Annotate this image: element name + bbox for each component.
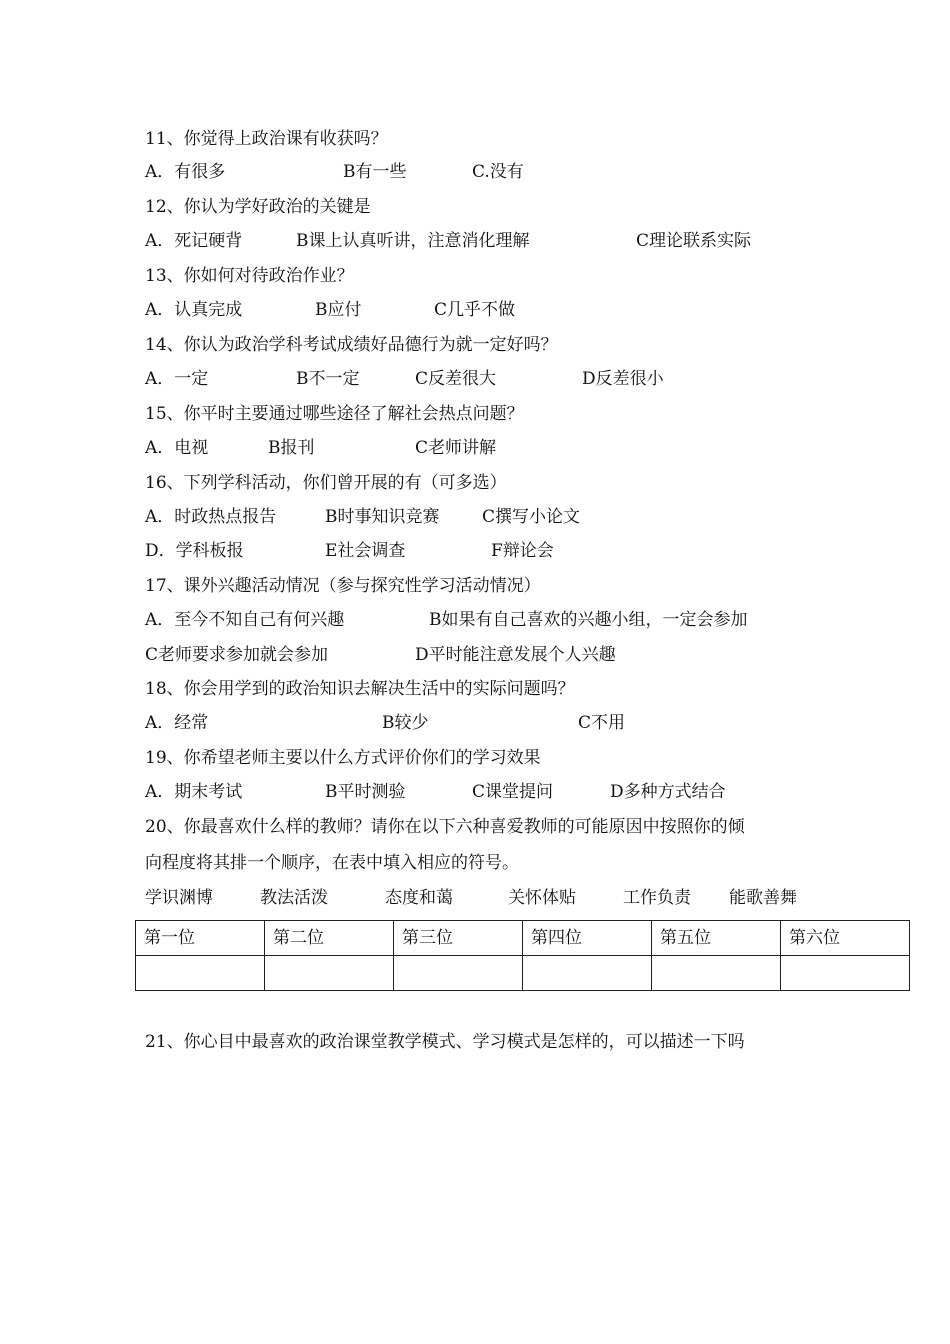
- q14-option-c: C反差很大: [415, 369, 497, 389]
- question-20-line2: 向程度将其排一个顺序，在表中填入相应的符号。: [145, 853, 519, 873]
- q16-option-a: A．时政热点报告: [145, 507, 277, 527]
- q18-option-c: C不用: [578, 713, 626, 733]
- q15-option-a: A．电视: [145, 438, 209, 458]
- q14-option-d: D反差很小: [582, 369, 664, 389]
- q20-reason-2: 教法活泼: [260, 888, 328, 908]
- q11-option-b: B有一些: [343, 162, 407, 182]
- question-11: 11、你觉得上政治课有收获吗？: [145, 129, 388, 149]
- question-20-line1: 20、你最喜欢什么样的教师？请你在以下六种喜爱教师的可能原因中按照你的倾: [145, 817, 745, 837]
- question-16: 16、下列学科活动，你们曾开展的有（可多选）: [145, 473, 507, 493]
- q15-option-b: B报刊: [268, 438, 315, 458]
- q16-option-e: E社会调查: [325, 541, 406, 561]
- rank-1-answer-cell[interactable]: [136, 956, 265, 991]
- q14-option-a: A．一定: [145, 369, 209, 389]
- question-13: 13、你如何对待政治作业？: [145, 266, 354, 286]
- q20-reason-4: 关怀体贴: [508, 888, 576, 908]
- q17-option-b: B如果有自己喜欢的兴趣小组，一定会参加: [429, 610, 748, 630]
- q12-option-b: B课上认真听讲，注意消化理解: [296, 231, 530, 251]
- rank-5-answer-cell[interactable]: [652, 956, 781, 991]
- rank-4-header: 第四位: [523, 921, 652, 956]
- rank-6-header: 第六位: [781, 921, 910, 956]
- q15-option-c: C老师讲解: [415, 438, 497, 458]
- q19-option-c: C课堂提问: [472, 782, 554, 802]
- q20-reason-5: 工作负责: [623, 888, 691, 908]
- q16-option-b: B时事知识竞赛: [325, 507, 440, 527]
- rank-5-header: 第五位: [652, 921, 781, 956]
- q19-option-a: A．期末考试: [145, 782, 243, 802]
- question-14: 14、你认为政治学科考试成绩好品德行为就一定好吗？: [145, 335, 558, 355]
- q17-option-d: D平时能注意发展个人兴趣: [415, 645, 616, 665]
- question-21: 21、你心目中最喜欢的政治课堂教学模式、学习模式是怎样的，可以描述一下吗: [145, 1032, 745, 1052]
- rank-2-answer-cell[interactable]: [265, 956, 394, 991]
- q12-option-a: A．死记硬背: [145, 231, 243, 251]
- q11-option-a: A．有很多: [145, 162, 226, 182]
- q16-option-d: D．学科板报: [145, 541, 244, 561]
- q13-option-a: A．认真完成: [145, 300, 243, 320]
- rank-3-header: 第三位: [394, 921, 523, 956]
- q16-option-c: C撰写小论文: [482, 507, 581, 527]
- table-answer-row: [136, 956, 910, 991]
- table-header-row: [136, 921, 910, 956]
- q19-option-d: D多种方式结合: [610, 782, 726, 802]
- q14-option-b: B不一定: [296, 369, 360, 389]
- q20-reason-6: 能歌善舞: [729, 888, 797, 908]
- question-12: 12、你认为学好政治的关键是: [145, 197, 371, 217]
- question-19: 19、你希望老师主要以什么方式评价你们的学习效果: [145, 748, 541, 768]
- q16-option-f: F辩论会: [491, 541, 554, 561]
- rank-1-header: 第一位: [136, 921, 265, 956]
- rank-6-answer-cell[interactable]: [781, 956, 910, 991]
- question-17: 17、课外兴趣活动情况（参与探究性学习活动情况）: [145, 576, 541, 596]
- question-15: 15、你平时主要通过哪些途径了解社会热点问题？: [145, 404, 524, 424]
- rank-3-answer-cell[interactable]: [394, 956, 523, 991]
- rank-4-answer-cell[interactable]: [523, 956, 652, 991]
- q18-option-a: A．经常: [145, 713, 209, 733]
- ranking-table: [135, 920, 910, 991]
- q12-option-c: C理论联系实际: [636, 231, 752, 251]
- q20-reason-1: 学识渊博: [145, 888, 213, 908]
- q17-option-c: C老师要求参加就会参加: [145, 645, 329, 665]
- q17-option-a: A．至今不知自己有何兴趣: [145, 610, 345, 630]
- q19-option-b: B平时测验: [325, 782, 406, 802]
- q11-option-c: C.没有: [472, 162, 524, 182]
- q20-reason-3: 态度和蔼: [385, 888, 453, 908]
- rank-2-header: 第二位: [265, 921, 394, 956]
- q13-option-c: C几乎不做: [434, 300, 516, 320]
- q13-option-b: B应付: [315, 300, 362, 320]
- question-18: 18、你会用学到的政治知识去解决生活中的实际问题吗？: [145, 679, 575, 699]
- q18-option-b: B较少: [382, 713, 429, 733]
